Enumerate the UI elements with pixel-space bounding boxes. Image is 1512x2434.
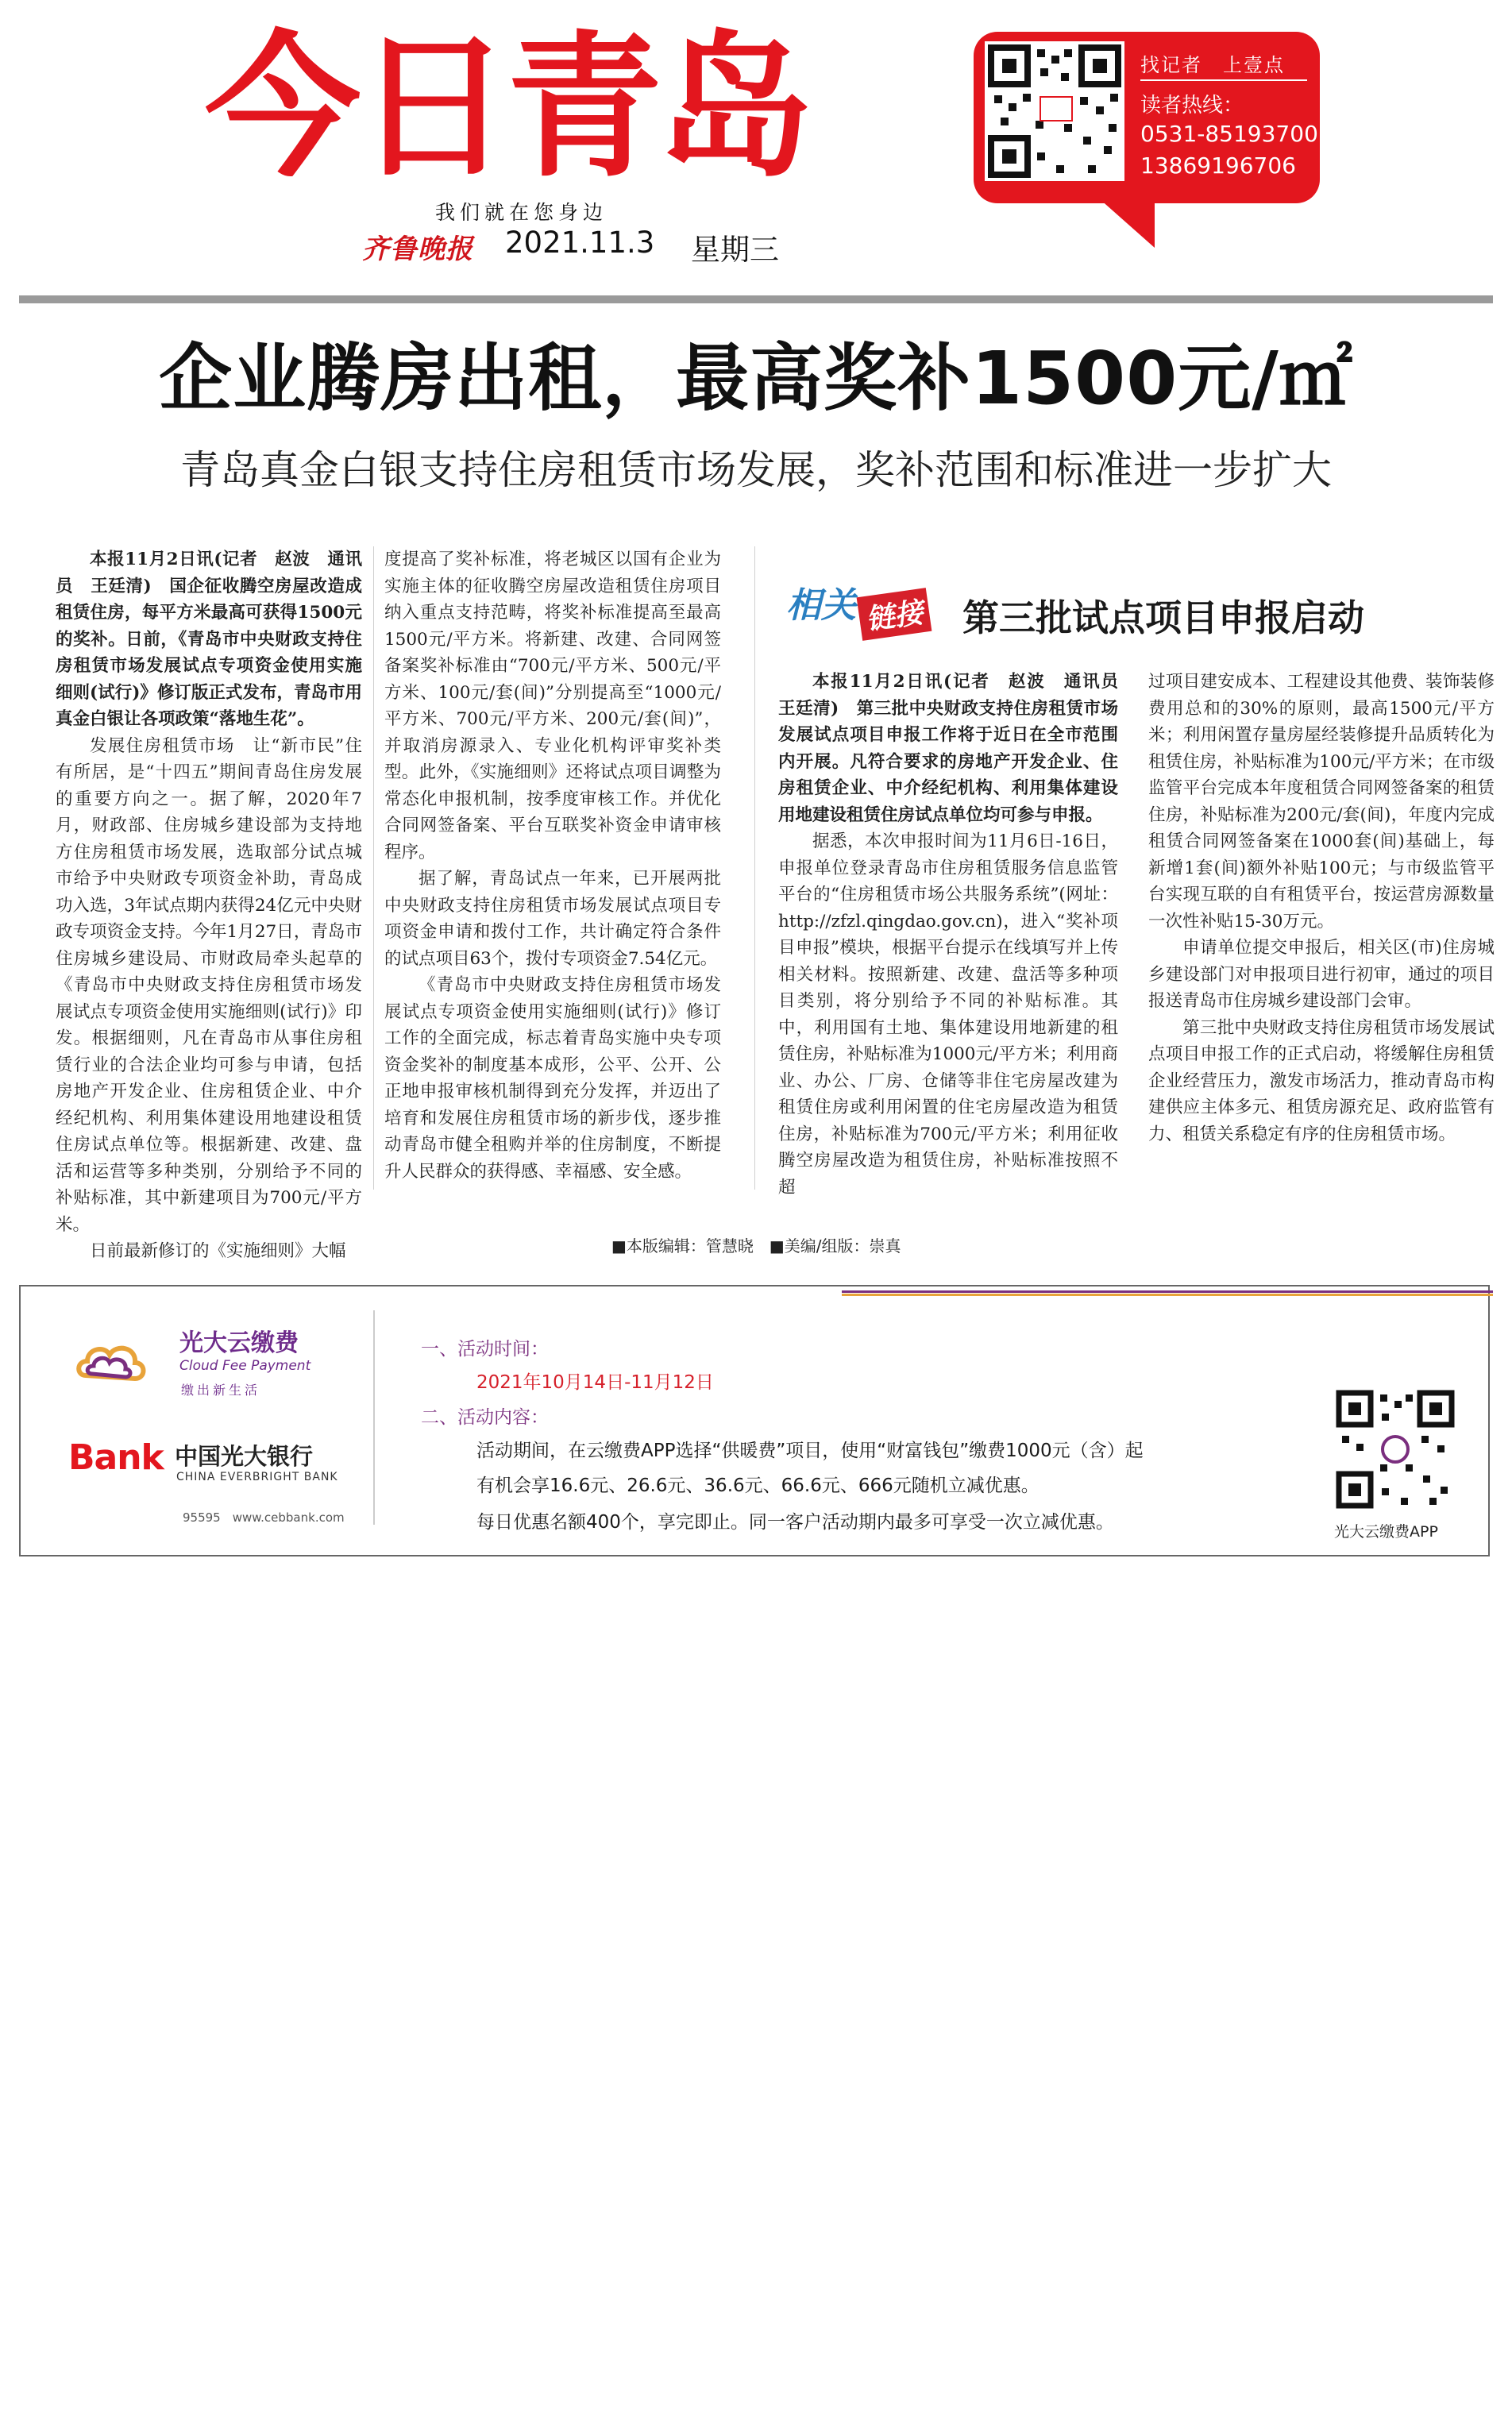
- contact-find-reporter: 找记者 上壹点: [1140, 54, 1285, 76]
- issue-date: 2021.11.3: [505, 226, 655, 260]
- masthead-title: 今日青岛: [205, 17, 809, 199]
- sidebar-title: 第三批试点项目申报启动: [962, 596, 1364, 639]
- sidebar-paragraph: 本报11月2日讯(记者 赵波 通讯员 王廷清) 第三批中央财政支持住房租赁市场发展试点项目申报工作将于近日在全市范围内开展。凡符合要求的房地产开发企业、住房租赁企业、中介经纪机构、利用集体建设用地建设租赁住房试点单位均可参与申报。: [778, 672, 1136, 825]
- qr-code-icon: [1334, 1388, 1456, 1510]
- sidebar-paragraph: 申请单位提交申报后，相关区(市)住房城乡建设部门对申报项目进行初审，通过的项目报送青岛市住房城乡建设部门会审。: [1148, 938, 1495, 1011]
- ad-content-line: 每日优惠名额400个，享完即止。同一客户活动期内最多可享受一次立减优惠。: [476, 1512, 1114, 1533]
- related-link-tag: [786, 569, 945, 637]
- sidebar-paragraph: 过项目建安成本、工程建设其他费、装饰装修费用总和的30%的原则，最高1500元/平方米；利用闲置存量房屋经装修提升品质转化为租赁住房，补贴标准为100元/平方米；在市级监管平台完成本年度租赁合同网签备案的租赁住房，补贴标准为200元/套(间)，年度内完成租赁合同网签备案在1000套(间)基础上，每新增1套(间)额外补贴100元；与市级监管平台实现互联的自有租赁平台，按运营房源数量一次性补贴15-30万元。: [1148, 672, 1495, 932]
- article-paragraph: 据了解，青岛试点一年来，已开展两批中央财政支持住房租赁市场发展试点项目专项资金申请和拨付工作，共计确定符合条件的试点项目63个，拨付专项资金7.54亿元。: [384, 869, 721, 969]
- bank-phone: 95595 www.cebbank.com: [183, 1510, 345, 1525]
- bank-logo: Bank: [68, 1437, 164, 1478]
- sidebar-paragraph: 第三批中央财政支持住房租赁市场发展试点项目申报工作的正式启动，将缓解住房租赁企业经营压力，激发市场活力，推动青岛市构建供应主体多元、租赁房源充足、政府监管有力、租赁关系稳定有序的住房租赁市场。: [1148, 1017, 1495, 1144]
- contact-hotline-label: 读者热线：: [1140, 94, 1244, 118]
- ad-app-label: 光大云缴费APP: [1334, 1523, 1438, 1541]
- related-tag-part1: 相关: [786, 585, 856, 626]
- article-column-2: [384, 546, 721, 1185]
- sidebar-column-2: [1148, 669, 1495, 1148]
- article-column-1: [56, 546, 362, 1265]
- article-paragraph: 度提高了奖补标准，将老城区以国有企业为实施主体的征收腾空房屋改造租赁住房项目纳入重点支持范畴，将奖补标准提高至最高1500元/平方米。将新建、改建、合同网签备案奖补标准由“700元/平方米、500元/平方米、100元/套(间)”分别提高至“1000元/平方米、700元/平方米、200元/套(间)”，并取消房源录入、专业化机构评审奖补类型。此外，《实施细则》还将试点项目调整为常态化申报机制，按季度审核工作。并优化合同网签备案、平台互联奖补资金申请审核程序。: [384, 550, 721, 862]
- qr-code-icon: [985, 41, 1124, 181]
- ad-content-line: 活动期间，在云缴费APP选择“供暖费”项目，使用“财富钱包”缴费1000元（含）起: [476, 1441, 1144, 1461]
- ad-divider: [373, 1310, 375, 1525]
- contact-box-tail: [1099, 199, 1155, 248]
- bank-name: 中国光大银行: [175, 1443, 314, 1470]
- paper-name-logo: 齐鲁晚报: [362, 233, 473, 265]
- column-divider: [373, 546, 374, 1190]
- ad-heading-content: 二、活动内容：: [421, 1407, 549, 1428]
- ad-heading-time: 一、活动时间：: [421, 1339, 549, 1360]
- ad-content-line: 有机会享16.6元、26.6元、36.6元、66.6元、666元随机立减优惠。: [476, 1475, 1040, 1496]
- masthead-slogan: 我们就在您身边: [435, 201, 608, 224]
- issue-weekday: 星期三: [691, 233, 779, 267]
- article-paragraph: 本报11月2日讯(记者 赵波 通讯员 王廷清) 国企征收腾空房屋改造成租赁住房，每平方米最高可获得1500元的奖补。日前，《青岛市中央财政支持住房租赁市场发展试点专项资金使用实施细则(试行)》修订版正式发布，青岛市用真金白银让各项政策“落地生花”。: [56, 550, 362, 729]
- article-paragraph: 发展住房租赁市场 让“新市民”住有所居，是“十四五”期间青岛住房发展的重要方向之一。据了解，2020年7月，财政部、住房城乡建设部为支持地方住房租赁市场发展，选取部分试点城市给予中央财政专项资金补助，青岛成功入选，3年试点期内获得24亿元中央财政专项资金支持。今年1月27日，青岛市住房城乡建设局、市财政局牵头起草的《青岛市中央财政支持住房租赁市场发展试点专项资金使用实施细则(试行)》印发。根据细则，凡在青岛市从事住房租赁行业的合法企业均可参与申请，包括房地产开发企业、住房租赁企业、中介经纪机构、利用集体建设用地建设租赁住房试点单位等。根据新建、改建、盘活和运营等多种类别，分别给予不同的补贴标准，其中新建项目为700元/平方米。: [56, 735, 362, 1235]
- cloud-fee-name: 光大云缴费: [179, 1329, 299, 1357]
- sidebar-paragraph: 据悉，本次申报时间为11月6日-16日，申报单位登录青岛市住房租赁服务信息监管平台的“住房租赁市场公共服务系统”(网址：http://zfzl.qingdao.gov.cn)，进入“奖补项目申报”模块，根据平台提示在线填写并上传相关材料。按照新建、改建、盘活等多种项目类别，将分别给予不同的补贴标准。其中，利用国有土地、集体建设用地新建的租赁住房，补贴标准为1000元/平方米；利用商业、办公、厂房、仓储等非住宅房屋改建为租赁住房或利用闲置的住宅房屋改造为租赁住房，补贴标准为700元/平方米；利用征收腾空房屋改造为租赁住房，补贴标准按照不超: [778, 831, 1118, 1198]
- related-tag-part2: 链接: [857, 588, 932, 641]
- article-paragraph: 《青岛市中央财政支持住房租赁市场发展试点专项资金使用实施细则(试行)》修订工作的全面完成，标志着青岛实施中央专项资金奖补的制度基本成形，公平、公开、公正地申报审核机制得到充分发挥，并迈出了培育和发展住房租赁市场的新步伐，逐步推动青岛市健全租购并举的住房制度，不断提升人民群众的获得感、幸福感、安全感。: [384, 975, 721, 1182]
- contact-phone-2: 13869196706: [1140, 152, 1296, 179]
- article-headline: 企业腾房出租，最高奖补1500元/㎡: [159, 336, 1353, 421]
- bank-english-name: CHINA EVERBRIGHT BANK: [176, 1471, 338, 1483]
- sidebar-column-1: [778, 669, 1136, 1201]
- cloud-fee-english: Cloud Fee Payment: [179, 1358, 311, 1374]
- editor-credit: ■本版编辑：管慧晓 ■美编/组版：崇真: [611, 1236, 901, 1256]
- column-divider: [754, 546, 755, 1190]
- contact-phone-1: 0531-85193700: [1140, 121, 1318, 147]
- contact-divider: [1140, 79, 1307, 81]
- ad-decor-stripe: [842, 1285, 1493, 1291]
- article-subheadline: 青岛真金白银支持住房租赁市场发展，奖补范围和标准进一步扩大: [180, 447, 1332, 493]
- masthead-rule: [19, 295, 1493, 303]
- ad-time: 2021年10月14日-11月12日: [476, 1372, 714, 1393]
- cloud-fee-slogan: 缴出新生活: [181, 1383, 261, 1398]
- article-paragraph: 日前最新修订的《实施细则》大幅: [90, 1241, 346, 1261]
- cloud-fee-logo-icon: [75, 1339, 148, 1391]
